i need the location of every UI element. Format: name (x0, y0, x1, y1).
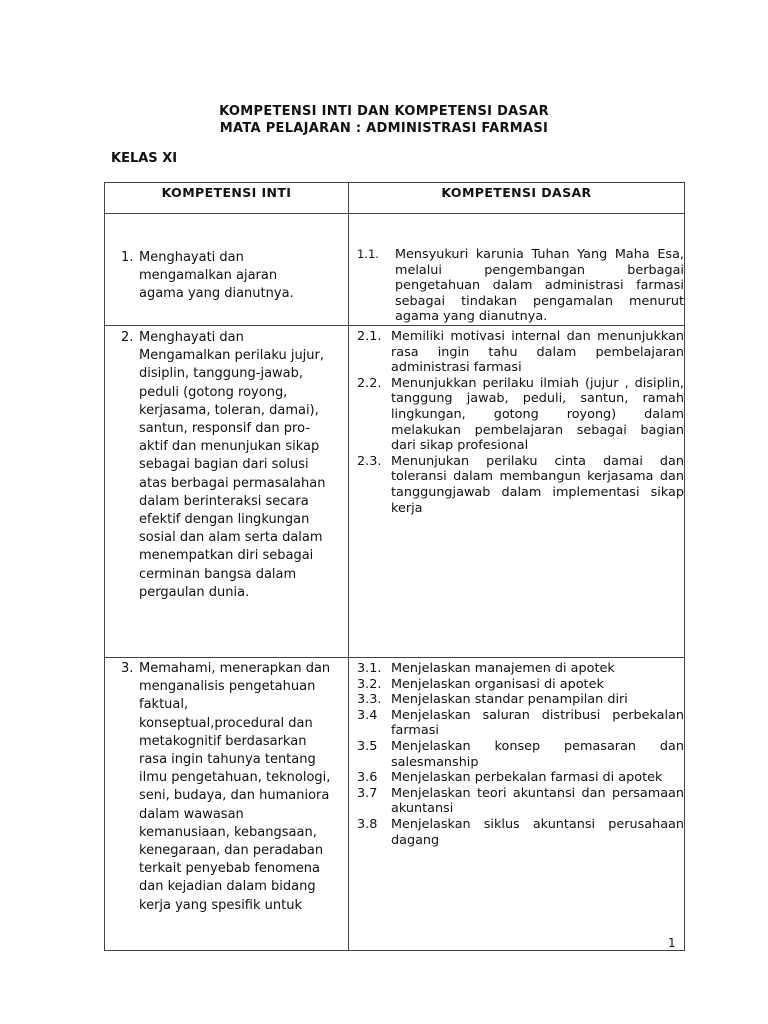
kd-number: 3.8 (357, 816, 378, 832)
kd-number: 3.7 (357, 785, 378, 801)
ki-number: 2. (121, 329, 134, 345)
kd-item (349, 454, 684, 516)
kd-text: Menunjukan perilaku cinta damai dan toleransi dalam membangun kerjasama dan tanggungjawab dalam implementasi sikap kerja (391, 453, 684, 516)
kd-cell (349, 657, 685, 950)
kd-item (349, 692, 684, 708)
ki-cell (105, 214, 349, 326)
kd-item (349, 817, 684, 848)
table-row (105, 657, 685, 950)
kd-text: Menjelaskan perbekalan farmasi di apotek (391, 770, 663, 786)
kd-item (349, 329, 684, 376)
kd-number: 3.6 (357, 770, 378, 786)
kd-number: 3.1. (357, 660, 382, 676)
header-kompetensi-dasar: KOMPETENSI DASAR (349, 183, 685, 214)
kd-item (349, 786, 684, 817)
kd-text: Memiliki motivasi internal dan menunjukkan rasa ingin tahu dalam pembelajaran administrasi farmasi (391, 328, 684, 376)
kd-number: 3.4 (357, 707, 378, 723)
ki-number: 3. (121, 660, 134, 676)
kd-item (349, 708, 684, 739)
kd-text: Mensyukuri karunia Tuhan Yang Maha Esa, melalui pengembangan berbagai pengetahuan dalam administrasi farmasi sebagai tindakan pengamalan menurut agama yang dianutnya. (395, 247, 684, 325)
kd-number: 2.1. (357, 328, 382, 344)
kd-text: Menjelaskan organisasi di apotek (391, 676, 604, 692)
kd-number: 3.2. (357, 676, 382, 692)
ki-cell (105, 325, 349, 657)
kd-number: 3.5 (357, 738, 378, 754)
kd-item (349, 661, 684, 677)
ki-number: 1. (121, 250, 134, 265)
kd-number: 2.2. (357, 375, 382, 391)
header-kompetensi-inti: KOMPETENSI INTI (105, 183, 349, 214)
document-subtitle: MATA PELAJARAN : ADMINISTRASI FARMASI (219, 121, 549, 136)
kd-text: Menjelaskan saluran distribusi perbekalan farmasi (391, 707, 684, 739)
kd-item (349, 247, 684, 325)
kd-number: 2.3. (357, 453, 382, 469)
kd-text: Menjelaskan manajemen di apotek (391, 660, 615, 676)
kd-item (349, 770, 684, 786)
kd-cell (349, 214, 685, 326)
kd-number: 1.1. (357, 247, 379, 261)
ki-cell (105, 657, 349, 950)
competency-table (104, 182, 685, 951)
ki-text: Menghayati dan Mengamalkan perilaku jujur, disiplin, tanggung-jawab, peduli (gotong royong, kerjasama, toleran, damai), santun, responsif dan pro-aktif dan menunjukan sikap sebagai bagian dari solusi atas berbagai permasalahan dalam berinteraksi secara efektif dengan lingkungan sosial dan alam serta dalam menempatkan diri sebagai cerminan bangsa dalam pergaulan dunia. (139, 329, 326, 600)
table-row (105, 325, 685, 657)
kd-item (349, 376, 684, 454)
page-number: 1 (668, 936, 676, 950)
kd-number: 3.3. (357, 692, 382, 708)
kd-item (349, 739, 684, 770)
kd-cell (349, 325, 685, 657)
document-title: KOMPETENSI INTI DAN KOMPETENSI DASAR (219, 104, 549, 119)
kd-text: Menunjukkan perilaku ilmiah (jujur , disiplin, tanggung jawab, peduli, santun, ramah lingkungan, gotong royong) dalam melakukan pembelajaran sebagai bagian dari sikap profesional (391, 375, 684, 454)
kd-text: Menjelaskan standar penampilan diri (391, 692, 628, 708)
kd-text: Menjelaskan teori akuntansi dan persamaan akuntansi (391, 785, 684, 817)
ki-text: Memahami, menerapkan dan menganalisis pengetahuan faktual, konseptual,procedural dan metakognitif berdasarkan rasa ingin tahunya tentang ilmu pengetahuan, teknologi, seni, budaya, dan humaniora dalam wawasan kemanusiaan, kebangsaan, kenegaraan, dan peradaban terkait penyebab fenomena dan kejadian dalam bidang kerja yang spesifik untuk (139, 660, 331, 913)
ki-text: Menghayati dan mengamalkan ajaran agama yang dianutnya. (139, 250, 294, 302)
class-label: KELAS XI (111, 151, 178, 166)
kd-text: Menjelaskan konsep pemasaran dan salesmanship (391, 738, 684, 770)
table-header-row (105, 183, 685, 214)
kd-item (349, 677, 684, 693)
kd-text: Menjelaskan siklus akuntansi perusahaan dagang (391, 816, 684, 848)
table-row (105, 214, 685, 326)
